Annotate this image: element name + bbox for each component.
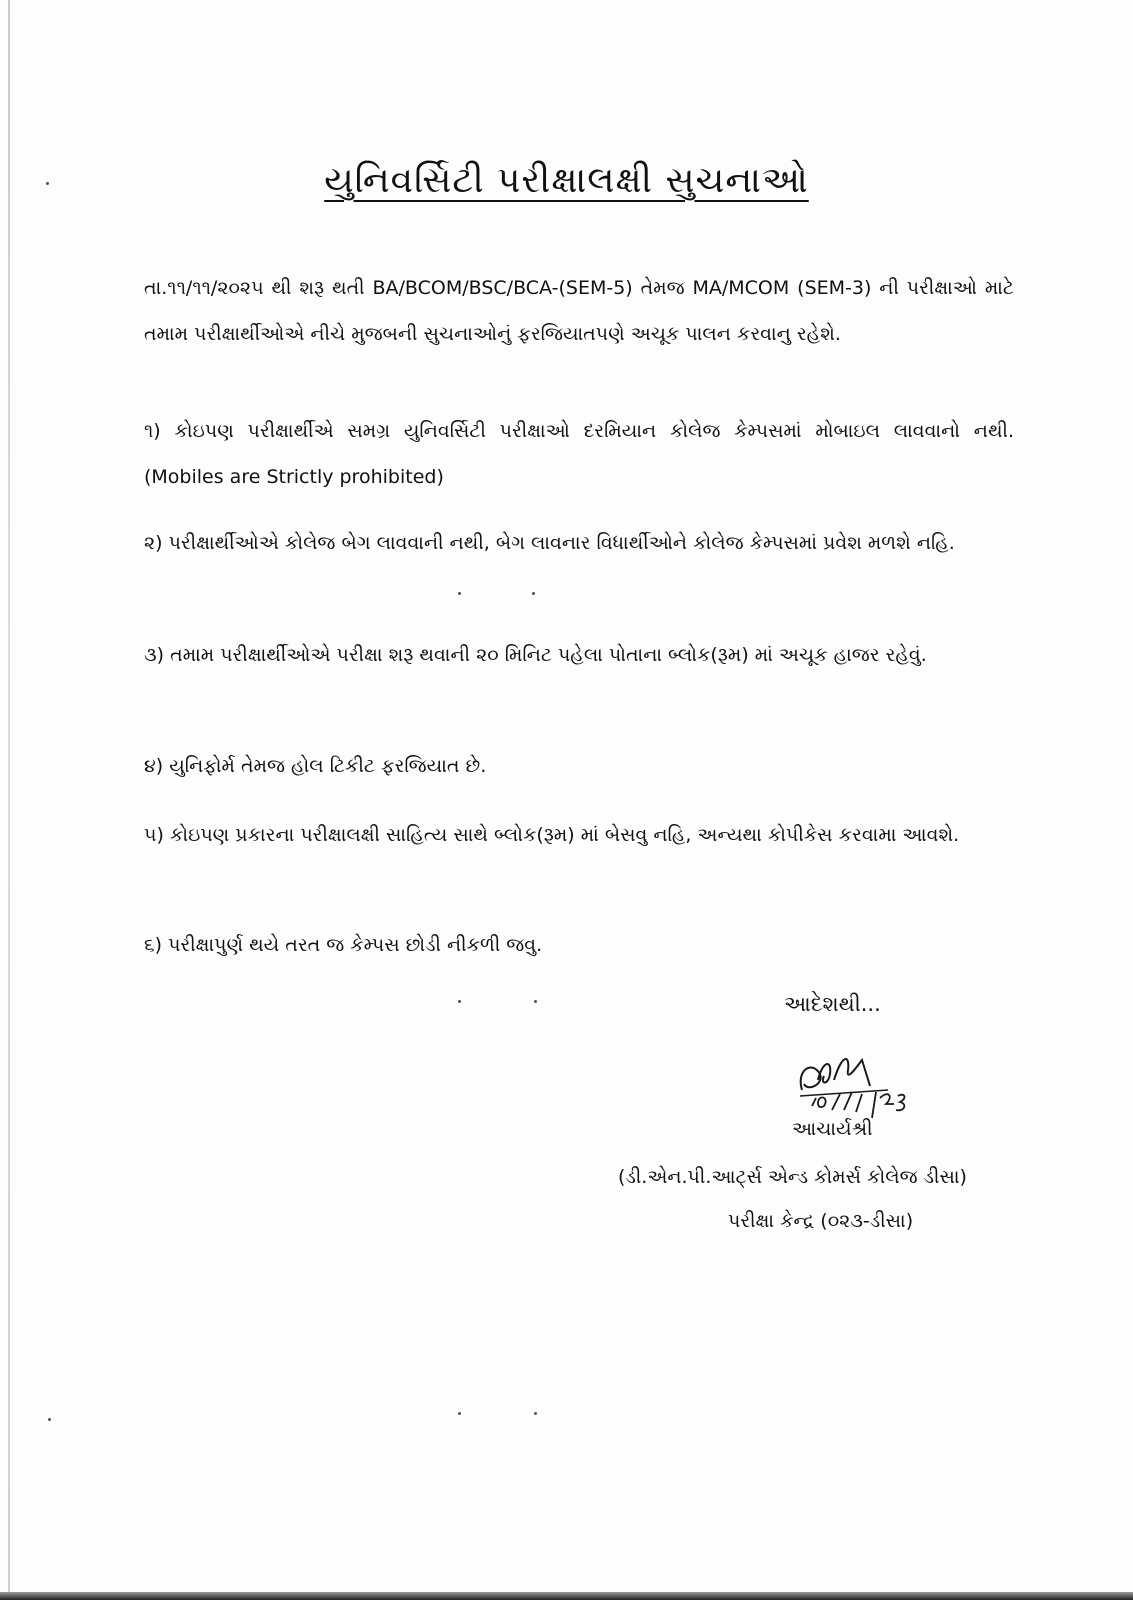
notice-title-text: યુનિવર્સિટી પરીક્ષાલક્ષી સુચનાઓ <box>324 160 809 201</box>
instruction-item-6: ૬) પરીક્ષાપુર્ણ થયે તરત જ કેમ્પસ છોડી નીકળી જવુ. <box>144 934 543 956</box>
scan-speck <box>534 1000 537 1003</box>
scan-speck <box>46 182 49 185</box>
college-name: (ડી.એન.પી.આર્ટ્સ એન્ડ કોમર્સ કોલેજ ડીસા) <box>618 1166 967 1188</box>
instruction-item-4: ૪) યુનિફોર્મ તેમજ હોલ ટિકીટ ફરજિયાત છે. <box>144 755 487 777</box>
exam-center: પરીક્ષા કેન્દ્ર (૦૨૩-ડીસા) <box>728 1210 914 1232</box>
instruction-item-2: ૨) પરીક્ષાર્થીઓએ કોલેજ બેગ લાવવાની નથી, બેગ લાવનાર વિધાર્થીઓને કોલેજ કેમ્પસમાં પ્રવેશ મળશે નહિ. <box>144 532 955 554</box>
scan-speck <box>532 592 535 595</box>
order-line: આદેશથી... <box>784 992 881 1016</box>
scan-speck <box>48 1418 51 1421</box>
instruction-item-5: ૫) કોઇપણ પ્રકારના પરીક્ષાલક્ષી સાહિત્ય સાથે બ્લોક(રૂમ) માં બેસવુ નહિ, અન્યથા કોપીકેસ કરવામા આવશે. <box>144 824 960 846</box>
handwritten-signature <box>790 1040 920 1122</box>
intro-paragraph: તા.૧૧/૧૧/૨૦૨૫ થી શરૂ થતી BA/BCOM/BSC/BCA-(SEM-5) તેમજ MA/MCOM (SEM-3) ની પરીક્ષાઓ માટે તમામ પરીક્ષાર્થીઓએ નીચે મુજબની સુચનાઓનું ફરજિયાતપણે અચૂક પાલન કરવાનુ રહેશે. <box>144 277 1014 345</box>
scan-left-edge <box>8 0 10 1600</box>
instruction-item-3: ૩) તમામ પરીક્ષાર્થીઓએ પરીક્ષા શરૂ થવાની ૨૦ મિનિટ પહેલા પોતાના બ્લોક(રૂમ) માં અચૂક હાજર રહેવું. <box>144 644 927 666</box>
scan-speck <box>458 1412 461 1415</box>
scan-speck <box>458 1000 461 1003</box>
notice-title <box>0 160 1133 202</box>
instruction-item-1: ૧) કોઇપણ પરીક્ષાર્થીએ સમગ્ર યુનિવર્સિટી પરીક્ષાઓ દરમિયાન કોલેજ કેમ્પસમાં મોબાઇલ લાવવાનો નથી. (Mobiles are Strictly prohibited) <box>144 420 1014 488</box>
scan-speck <box>534 1412 537 1415</box>
signatory-role: આચાર્યશ્રી <box>792 1118 873 1140</box>
scan-speck <box>458 592 461 595</box>
scan-bottom-edge <box>0 1592 1133 1600</box>
